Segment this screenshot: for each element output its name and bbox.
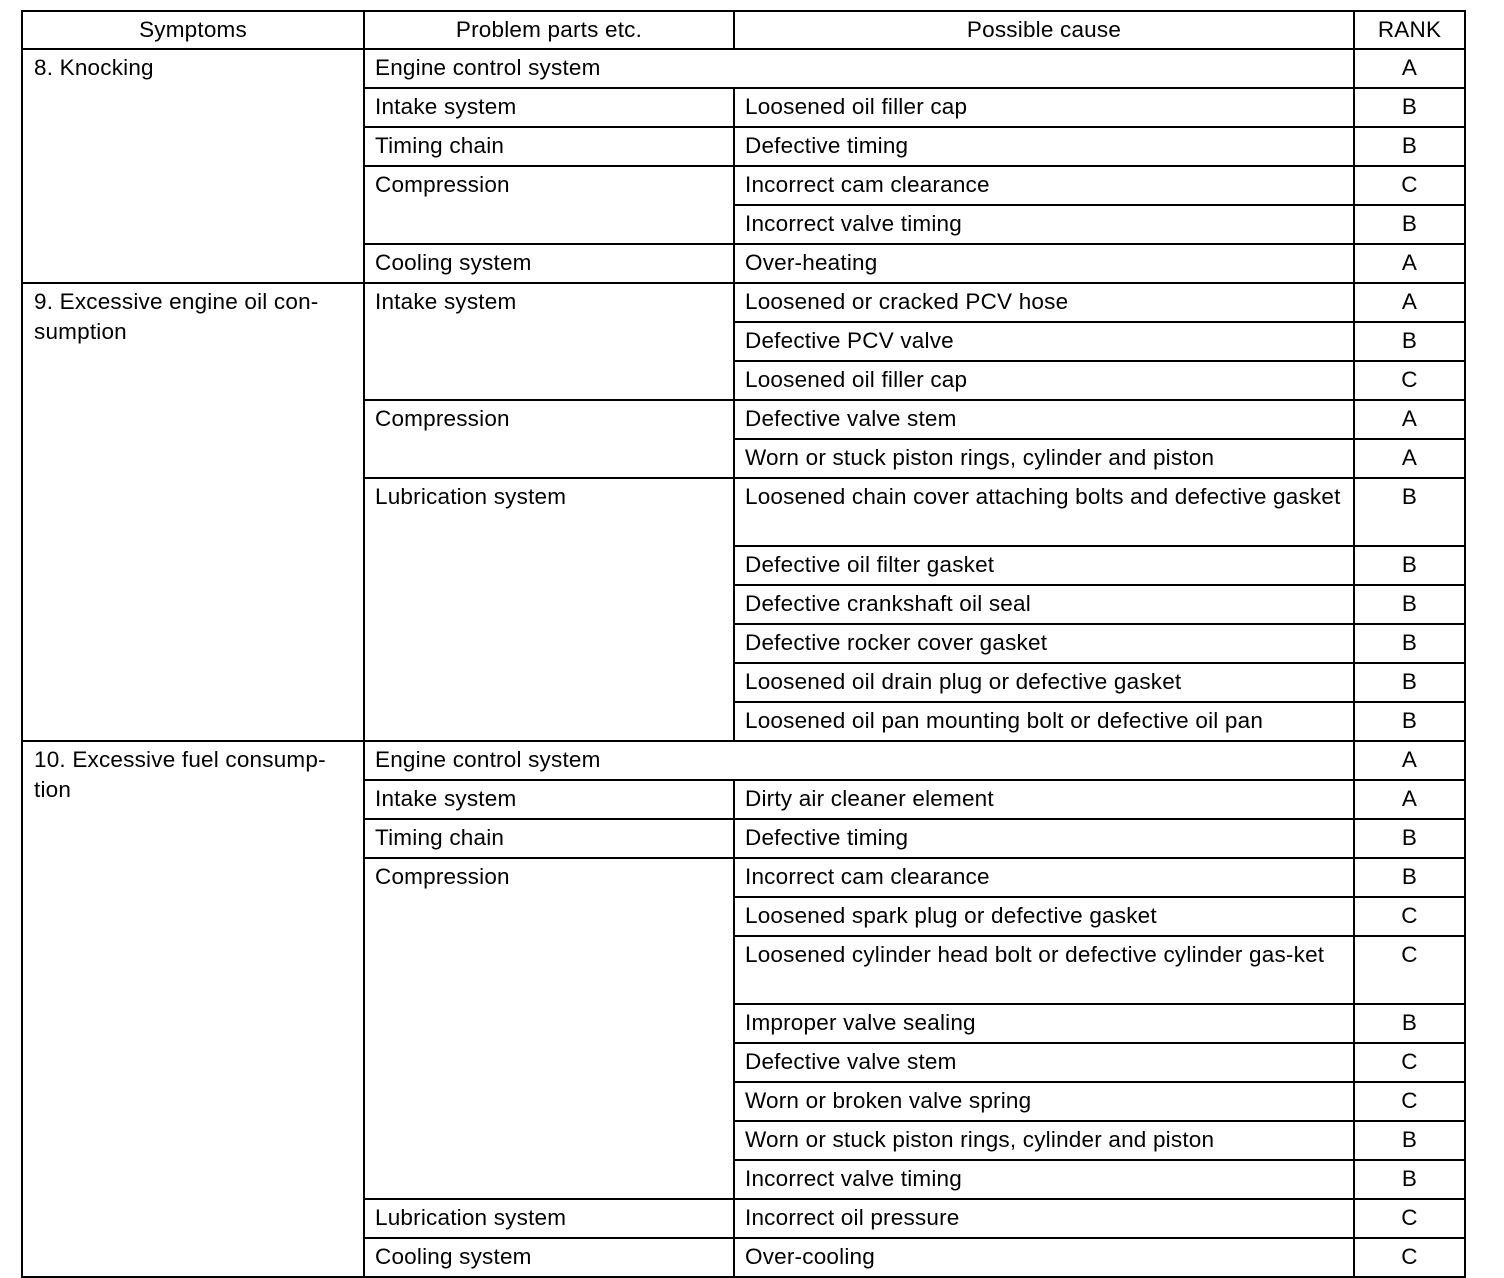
- rank-cell: A: [1354, 741, 1465, 780]
- table-row: [22, 49, 1465, 88]
- symptom-cell: 9. Excessive engine oil con-sumption: [22, 283, 364, 741]
- possible-cause-cell: Defective valve stem: [734, 1043, 1354, 1082]
- possible-cause-cell: Loosened cylinder head bolt or defective cylinder gas-ket: [734, 936, 1354, 1004]
- problem-part-cell: Cooling system: [364, 244, 734, 283]
- rank-cell: A: [1354, 244, 1465, 283]
- possible-cause-cell: Loosened oil pan mounting bolt or defective oil pan: [734, 702, 1354, 741]
- problem-part-cell: Compression: [364, 400, 734, 478]
- header-symptoms: Symptoms: [22, 11, 364, 49]
- possible-cause-cell: Loosened oil filler cap: [734, 361, 1354, 400]
- rank-cell: B: [1354, 88, 1465, 127]
- problem-part-cell: Cooling system: [364, 1238, 734, 1277]
- problem-part-cell: Compression: [364, 858, 734, 1199]
- rank-cell: B: [1354, 1121, 1465, 1160]
- rank-cell: B: [1354, 819, 1465, 858]
- header-possible-cause: Possible cause: [734, 11, 1354, 49]
- problem-part-cell: Engine control system: [364, 741, 1354, 780]
- possible-cause-cell: Defective timing: [734, 819, 1354, 858]
- problem-part-cell: Timing chain: [364, 819, 734, 858]
- rank-cell: B: [1354, 322, 1465, 361]
- problem-part-cell: Lubrication system: [364, 1199, 734, 1238]
- possible-cause-cell: Defective valve stem: [734, 400, 1354, 439]
- problem-part-cell: Engine control system: [364, 49, 1354, 88]
- rank-cell: B: [1354, 1004, 1465, 1043]
- possible-cause-cell: Loosened chain cover attaching bolts and defective gasket: [734, 478, 1354, 546]
- possible-cause-cell: Incorrect valve timing: [734, 205, 1354, 244]
- header-problem-parts: Problem parts etc.: [364, 11, 734, 49]
- possible-cause-cell: Worn or broken valve spring: [734, 1082, 1354, 1121]
- possible-cause-cell: Incorrect oil pressure: [734, 1199, 1354, 1238]
- rank-cell: B: [1354, 624, 1465, 663]
- rank-cell: C: [1354, 166, 1465, 205]
- possible-cause-cell: Defective crankshaft oil seal: [734, 585, 1354, 624]
- possible-cause-cell: Dirty air cleaner element: [734, 780, 1354, 819]
- rank-cell: B: [1354, 858, 1465, 897]
- symptom-cell: 8. Knocking: [22, 49, 364, 283]
- possible-cause-cell: Over-heating: [734, 244, 1354, 283]
- possible-cause-cell: Loosened spark plug or defective gasket: [734, 897, 1354, 936]
- problem-part-cell: Intake system: [364, 283, 734, 400]
- possible-cause-cell: Defective timing: [734, 127, 1354, 166]
- possible-cause-cell: Loosened oil filler cap: [734, 88, 1354, 127]
- rank-cell: A: [1354, 400, 1465, 439]
- rank-cell: B: [1354, 546, 1465, 585]
- problem-part-cell: Intake system: [364, 780, 734, 819]
- rank-cell: B: [1354, 205, 1465, 244]
- rank-cell: B: [1354, 702, 1465, 741]
- rank-cell: A: [1354, 49, 1465, 88]
- symptom-cell: 10. Excessive fuel consump-tion: [22, 741, 364, 1277]
- possible-cause-cell: Defective oil filter gasket: [734, 546, 1354, 585]
- rank-cell: C: [1354, 1082, 1465, 1121]
- rank-cell: C: [1354, 1238, 1465, 1277]
- possible-cause-cell: Incorrect cam clearance: [734, 166, 1354, 205]
- possible-cause-cell: Over-cooling: [734, 1238, 1354, 1277]
- table-body: [22, 49, 1465, 1277]
- problem-part-cell: Intake system: [364, 88, 734, 127]
- header-row: [22, 11, 1465, 49]
- possible-cause-cell: Incorrect valve timing: [734, 1160, 1354, 1199]
- possible-cause-cell: Defective PCV valve: [734, 322, 1354, 361]
- rank-cell: B: [1354, 127, 1465, 166]
- rank-cell: A: [1354, 439, 1465, 478]
- rank-cell: B: [1354, 1160, 1465, 1199]
- troubleshooting-table: [21, 10, 1466, 1278]
- table-row: [22, 283, 1465, 322]
- possible-cause-cell: Worn or stuck piston rings, cylinder and piston: [734, 1121, 1354, 1160]
- possible-cause-cell: Loosened oil drain plug or defective gasket: [734, 663, 1354, 702]
- rank-cell: B: [1354, 478, 1465, 546]
- table-row: [22, 741, 1465, 780]
- possible-cause-cell: Worn or stuck piston rings, cylinder and piston: [734, 439, 1354, 478]
- rank-cell: B: [1354, 663, 1465, 702]
- rank-cell: C: [1354, 936, 1465, 1004]
- rank-cell: C: [1354, 897, 1465, 936]
- possible-cause-cell: Defective rocker cover gasket: [734, 624, 1354, 663]
- possible-cause-cell: Incorrect cam clearance: [734, 858, 1354, 897]
- rank-cell: C: [1354, 361, 1465, 400]
- problem-part-cell: Compression: [364, 166, 734, 244]
- rank-cell: C: [1354, 1199, 1465, 1238]
- problem-part-cell: Lubrication system: [364, 478, 734, 741]
- header-rank: RANK: [1354, 11, 1465, 49]
- rank-cell: C: [1354, 1043, 1465, 1082]
- possible-cause-cell: Loosened or cracked PCV hose: [734, 283, 1354, 322]
- rank-cell: A: [1354, 283, 1465, 322]
- possible-cause-cell: Improper valve sealing: [734, 1004, 1354, 1043]
- rank-cell: B: [1354, 585, 1465, 624]
- problem-part-cell: Timing chain: [364, 127, 734, 166]
- rank-cell: A: [1354, 780, 1465, 819]
